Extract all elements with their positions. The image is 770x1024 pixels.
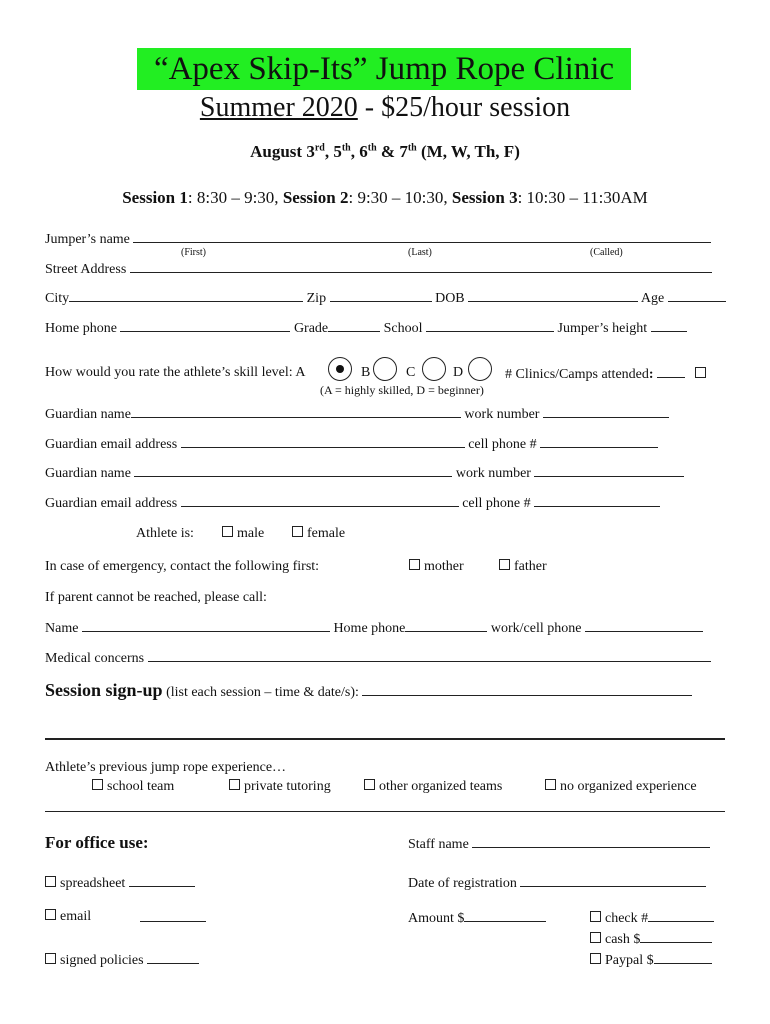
paypal-field[interactable] <box>654 951 712 964</box>
exp-none-label: no organized experience <box>560 779 697 794</box>
staff-row <box>408 835 710 853</box>
age-label: Age <box>640 291 665 306</box>
section-divider <box>45 738 725 740</box>
skill-c-radio[interactable] <box>422 357 446 381</box>
grade-label: Grade <box>293 321 329 336</box>
alt-home-phone-label: Home phone <box>333 621 406 636</box>
grade-field[interactable] <box>328 319 380 332</box>
exp-other-label: other organized teams <box>379 779 503 794</box>
guardian-1-name-label: Guardian name <box>45 407 131 422</box>
form-subtitle <box>0 90 770 126</box>
exp-private-option[interactable] <box>229 779 331 795</box>
amount-row <box>408 909 546 927</box>
mother-option[interactable] <box>409 559 464 575</box>
signed-label: signed policies <box>60 953 144 968</box>
staff-field[interactable] <box>472 835 710 848</box>
home-phone-label: Home phone <box>45 321 117 336</box>
date-reg-label: Date of registration <box>408 876 517 891</box>
check-row <box>590 909 714 927</box>
session-3-time: : 10:30 – 11:30AM <box>517 188 648 207</box>
exp-school-option[interactable] <box>92 779 174 795</box>
email-field[interactable] <box>140 909 206 922</box>
alt-name-field[interactable] <box>82 619 330 632</box>
cash-row <box>590 930 712 948</box>
skill-question: How would you rate the athlete’s skill level: A <box>45 365 306 380</box>
office-title: For office use: <box>45 833 149 852</box>
guardian-1-cell-label: cell phone # <box>468 437 537 452</box>
guardian-1-email-label: Guardian email address <box>45 437 178 452</box>
female-option[interactable] <box>292 526 345 542</box>
mother-checkbox[interactable] <box>409 559 420 570</box>
jumpers-name-row <box>45 230 711 248</box>
skill-c-label: C <box>406 365 416 380</box>
session-1-label: Session 1 <box>122 188 188 207</box>
date-reg-row <box>408 874 706 892</box>
first-caption: (First) <box>181 247 206 258</box>
emergency-label: In case of emergency, contact the following first: <box>45 559 320 574</box>
email-label: email <box>60 909 92 924</box>
female-label: female <box>307 526 346 541</box>
female-checkbox[interactable] <box>292 526 303 537</box>
session-2-time: : 9:30 – 10:30, <box>348 188 452 207</box>
guardian-1-cell-field[interactable] <box>540 435 658 448</box>
guardian-2-email-row <box>45 494 660 512</box>
check-field[interactable] <box>648 909 714 922</box>
signed-checkbox[interactable] <box>45 953 56 964</box>
radio-selected-dot <box>336 365 344 373</box>
exp-private-checkbox[interactable] <box>229 779 240 790</box>
clinics-checkbox[interactable] <box>695 367 706 378</box>
guardian-2-cell-field[interactable] <box>534 494 660 507</box>
exp-none-checkbox[interactable] <box>545 779 556 790</box>
clinic-dates <box>0 142 770 162</box>
paypal-checkbox[interactable] <box>590 953 601 964</box>
cash-label: cash $ <box>605 932 641 947</box>
spreadsheet-label: spreadsheet <box>60 876 126 891</box>
guardian-2-email-label: Guardian email address <box>45 496 178 511</box>
clinics-colon: : <box>648 367 654 382</box>
paypal-label: Paypal $ <box>605 953 654 968</box>
dob-field[interactable] <box>468 289 638 302</box>
amount-label: Amount $ <box>408 911 465 926</box>
jumpers-name-field[interactable] <box>133 230 711 243</box>
street-field[interactable] <box>130 260 712 273</box>
school-field[interactable] <box>426 319 554 332</box>
spreadsheet-field[interactable] <box>129 874 195 887</box>
email-field-wrap <box>140 909 206 927</box>
check-checkbox[interactable] <box>590 911 601 922</box>
skill-a-radio[interactable] <box>328 357 352 381</box>
guardian-2-email-field[interactable] <box>181 494 459 507</box>
amount-field[interactable] <box>464 909 546 922</box>
cash-checkbox[interactable] <box>590 932 601 943</box>
signup-row <box>45 680 692 701</box>
exp-private-label: private tutoring <box>244 779 331 794</box>
city-label: City <box>45 291 70 306</box>
check-label: check # <box>605 911 649 926</box>
signed-field[interactable] <box>147 951 199 964</box>
skill-d-radio[interactable] <box>468 357 492 381</box>
spreadsheet-checkbox[interactable] <box>45 876 56 887</box>
skill-b-radio[interactable] <box>373 357 397 381</box>
skill-d-label: D <box>453 365 464 380</box>
home-phone-row <box>45 319 687 337</box>
staff-label: Staff name <box>408 837 469 852</box>
signup-field[interactable] <box>362 683 692 696</box>
spreadsheet-row <box>45 874 195 892</box>
zip-label: Zip <box>306 291 327 306</box>
session-1-time: : 8:30 – 9:30, <box>187 188 283 207</box>
form-title: “Apex Skip-Its” Jump Rope Clinic <box>137 48 631 90</box>
medical-label: Medical concerns <box>45 651 145 666</box>
alt-contact-row <box>45 619 703 637</box>
paypal-row <box>590 951 712 969</box>
email-checkbox[interactable] <box>45 909 56 920</box>
height-label: Jumper’s height <box>557 321 648 336</box>
street-label: Street Address <box>45 262 127 277</box>
guardian-2-cell-label: cell phone # <box>462 496 531 511</box>
male-checkbox[interactable] <box>222 526 233 537</box>
skill-note: (A = highly skilled, D = beginner) <box>320 383 484 397</box>
exp-school-checkbox[interactable] <box>92 779 103 790</box>
male-option[interactable] <box>222 526 264 542</box>
email-row <box>45 909 91 925</box>
clinics-field[interactable] <box>657 365 685 378</box>
school-label: School <box>383 321 423 336</box>
alt-name-label: Name <box>45 621 79 636</box>
date-text: , 6 <box>350 142 368 161</box>
street-row <box>45 260 712 278</box>
alt-work-cell-label: work/cell phone <box>490 621 582 636</box>
father-label: father <box>514 559 547 574</box>
session-3-label: Session 3 <box>451 188 518 207</box>
jumpers-name-label: Jumper’s name <box>45 232 130 247</box>
guardian-2-name-label: Guardian name <box>45 466 131 481</box>
clinics-row <box>505 365 710 383</box>
signup-title: Session sign-up <box>45 680 163 700</box>
signup-note: (list each session – time & date/s): <box>162 685 359 700</box>
guardian-1-work-field[interactable] <box>543 405 669 418</box>
medical-field[interactable] <box>148 649 711 662</box>
guardian-1-name-field[interactable] <box>131 405 461 418</box>
exp-school-label: school team <box>107 779 175 794</box>
city-field[interactable] <box>69 289 303 302</box>
guardian-1-row <box>45 405 669 423</box>
date-sup: th <box>341 142 351 154</box>
date-sup: th <box>407 142 417 154</box>
guardian-2-work-field[interactable] <box>534 464 684 477</box>
date-text: August 3 <box>250 142 315 161</box>
exp-other-checkbox[interactable] <box>364 779 375 790</box>
alt-work-cell-field[interactable] <box>585 619 703 632</box>
athlete-is-label: Athlete is: <box>136 526 194 541</box>
date-text: & 7 <box>376 142 408 161</box>
signed-row <box>45 951 199 969</box>
exp-none-option[interactable] <box>545 779 697 795</box>
session-2-label: Session 2 <box>282 188 349 207</box>
guardian-1-email-field[interactable] <box>181 435 465 448</box>
guardian-2-row <box>45 464 684 482</box>
last-caption: (Last) <box>408 247 432 258</box>
father-option[interactable] <box>499 559 547 575</box>
guardian-2-name-field[interactable] <box>134 464 452 477</box>
age-field[interactable] <box>668 289 726 302</box>
clinics-label: # Clinics/Camps attended <box>505 367 649 382</box>
mother-label: mother <box>424 559 464 574</box>
experience-rule <box>45 811 725 812</box>
dob-label: DOB <box>435 291 465 306</box>
experience-label: Athlete’s previous jump rope experience… <box>45 760 287 775</box>
cash-field[interactable] <box>640 930 712 943</box>
session-times <box>0 188 770 208</box>
guardian-2-work-label: work number <box>455 466 531 481</box>
father-checkbox[interactable] <box>499 559 510 570</box>
medical-row <box>45 649 711 667</box>
exp-other-option[interactable] <box>364 779 502 795</box>
date-sup: th <box>367 142 377 154</box>
if-parent-label: If parent cannot be reached, please call: <box>45 590 267 605</box>
alt-home-phone-field[interactable] <box>405 619 487 632</box>
date-sup: rd <box>314 142 325 154</box>
date-text: , 5 <box>324 142 342 161</box>
subtitle-season: Summer 2020 <box>199 92 358 123</box>
zip-field[interactable] <box>330 289 432 302</box>
guardian-1-work-label: work number <box>464 407 540 422</box>
guardian-1-email-row <box>45 435 658 453</box>
called-caption: (Called) <box>590 247 623 258</box>
male-label: male <box>237 526 265 541</box>
date-days: (M, W, Th, F) <box>416 142 520 161</box>
city-row <box>45 289 726 307</box>
home-phone-field[interactable] <box>120 319 290 332</box>
subtitle-price: - $25/hour session <box>357 92 571 123</box>
skill-b-label: B <box>361 365 371 380</box>
date-reg-field[interactable] <box>520 874 706 887</box>
height-field[interactable] <box>651 319 687 332</box>
